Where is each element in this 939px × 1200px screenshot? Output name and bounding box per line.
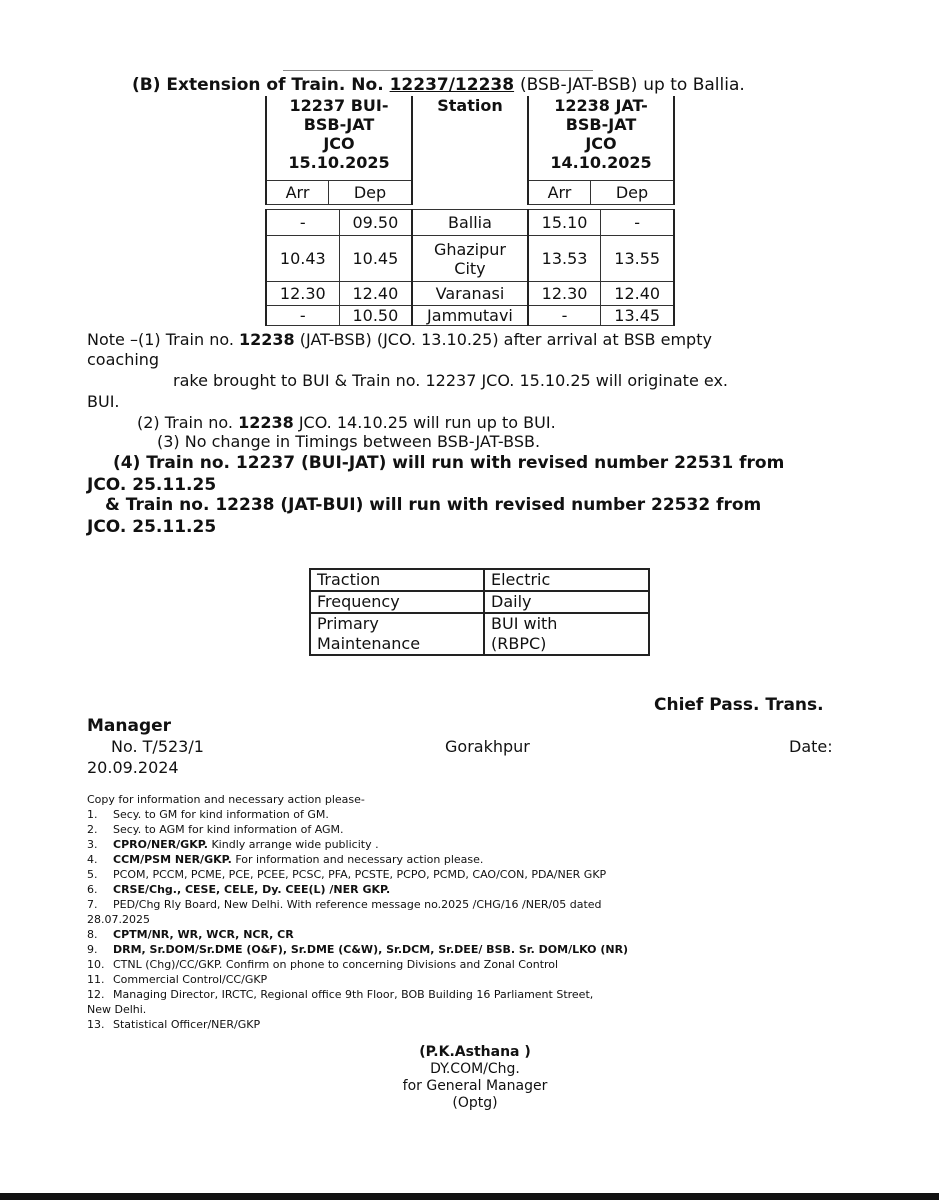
timetable-body [265,209,675,326]
table-row [310,569,649,591]
note-2-text: JCO. 14.10.25 will run up to BUI. [298,413,556,432]
list-item-text: PED/Chg Rly Board, New Delhi. With reference message no.2025 /CHG/16 /NER/05 dated [113,898,602,911]
list-item-text: New Delhi. [87,1003,147,1016]
list-item [87,837,628,852]
section-heading [132,75,745,95]
down-train-line3: JCO [323,134,355,153]
list-item-number: 8. [87,928,98,941]
cell-arr-up: 15.10 [528,210,601,236]
list-item-number: 1. [87,808,98,821]
list-item-text: Statistical Officer/NER/GKP [113,1018,261,1031]
list-item-number: 7. [87,898,98,911]
list-item [87,822,628,837]
note-1-line4: BUI. [87,392,120,411]
note-4-line2: JCO. 25.11.25 [87,475,217,495]
table-row [266,236,674,282]
cell-dep-down: 10.45 [339,236,412,282]
table-row [266,282,674,306]
list-item-emphasis: CPTM/NR, WR, WCR, NCR, CR [113,928,294,941]
date-value: 20.09.2024 [87,758,179,777]
traction-value: Electric [484,569,649,591]
maintenance-label [310,613,484,655]
service-details-table [309,568,650,656]
list-item-number: 5. [87,868,98,881]
table-row [266,210,674,236]
list-item-number: 12. [87,988,105,1001]
date-label: Date: [789,737,833,756]
up-train-line3: JCO [585,134,617,153]
cell-dep-up: 13.45 [601,306,674,326]
down-arr-header: Arr [266,180,329,204]
list-item-text: Secy. to GM for kind information of GM. [113,808,329,821]
table-row [266,306,674,326]
cell-dep-down: 10.50 [339,306,412,326]
scan-bottom-edge [0,1193,939,1200]
list-item [87,912,628,927]
cell-dep-down: 12.40 [339,282,412,306]
list-item [87,942,628,957]
note-2-train: 12238 [238,413,294,432]
maintenance-value [484,613,649,655]
list-item [87,972,628,987]
list-item-text: CTNL (Chg)/CC/GKP. Confirm on phone to concerning Divisions and Zonal Control [113,958,559,971]
heading-route: (BSB-JAT-BSB) [520,75,638,95]
note-1-text: (JAT-BSB) (JCO. 13.10.25) after arrival at BSB empty [299,330,712,349]
up-arr-header: Arr [528,180,591,204]
list-item-emphasis: CPRO/NER/GKP. [113,838,208,851]
list-item [87,867,628,882]
down-train-date: 15.10.2025 [288,153,390,172]
cell-arr-down: - [266,210,339,236]
frequency-label: Frequency [310,591,484,613]
note-4-line1: (4) Train no. 12237 (BUI-JAT) will run with revised number 22531 from [113,453,785,473]
up-train-line2: BSB-JAT [565,115,637,134]
down-dep-header: Dep [329,180,412,204]
note-1-line2: coaching [87,350,160,369]
list-item-number: 11. [87,973,105,986]
copy-distribution-list [87,792,628,1032]
traction-label: Traction [310,569,484,591]
up-train-date: 14.10.2025 [550,153,652,172]
list-item [87,957,628,972]
frequency-value: Daily [484,591,649,613]
chief-title: Chief Pass. Trans. [654,695,824,715]
cell-station: Jammutavi [412,306,528,326]
table-row [310,613,649,655]
list-item-number: 10. [87,958,105,971]
manager-title: Manager [87,716,172,736]
list-item [87,897,628,912]
table-row [310,591,649,613]
note-1-train: 12238 [239,330,295,349]
maintenance-label-line2: Maintenance [317,634,421,653]
heading-prefix: (B) Extension of Train. No. [132,75,384,95]
list-item [87,987,628,1002]
list-item [87,1017,628,1032]
note-1-line3: rake brought to BUI & Train no. 12237 JCO. 15.10.25 will originate ex. [173,371,728,390]
list-item-number: 9. [87,943,98,956]
copy-items [87,807,628,1032]
signature-block [380,1044,570,1112]
list-item-text: Kindly arrange wide publicity . [207,838,379,851]
cell-dep-up: - [601,210,674,236]
list-item [87,927,628,942]
heading-train-pair: 12237/12238 [389,75,515,95]
cell-arr-down: - [266,306,339,326]
timetable-header [265,96,675,205]
list-item-emphasis: CCM/PSM NER/GKP. [113,853,232,866]
note-2-lead: (2) Train no. [137,413,233,432]
list-item-number: 6. [87,883,98,896]
list-item-number: 3. [87,838,98,851]
list-item [87,807,628,822]
note-3: (3) No change in Timings between BSB-JAT-BSB. [157,432,541,451]
list-item-text: 28.07.2025 [87,913,150,926]
cell-arr-up: 13.53 [528,236,601,282]
cell-station: Ballia [412,210,528,236]
maintenance-label-line1: Primary [317,614,379,633]
cell-dep-up: 13.55 [601,236,674,282]
list-item-text: For information and necessary action please. [231,853,484,866]
place: Gorakhpur [445,737,530,756]
up-train-line1: 12238 JAT- [554,96,648,115]
list-item [87,882,628,897]
note-4-line4: JCO. 25.11.25 [87,517,217,537]
down-train-header [266,96,412,180]
down-train-line2: BSB-JAT [303,115,375,134]
list-item-emphasis: DRM, Sr.DOM/Sr.DME (O&F), Sr.DME (C&W), Sr.DCM, Sr.DEE/ BSB. Sr. DOM/LKO (NR) [113,943,629,956]
note-2 [137,413,556,433]
list-item-text: PCOM, PCCM, PCME, PCE, PCEE, PCSC, PFA, PCSTE, PCPO, PCMD, CAO/CON, PDA/NER GKP [113,868,607,881]
cell-dep-up: 12.40 [601,282,674,306]
station-line2: City [454,258,486,278]
signatory-for: for General Manager (Optg) [402,1078,548,1111]
heading-suffix: up to Ballia. [643,75,745,95]
cell-dep-down: 09.50 [339,210,412,236]
up-dep-header: Dep [590,180,674,204]
list-item-text: Managing Director, IRCTC, Regional office 9th Floor, BOB Building 16 Parliament Street, [113,988,594,1001]
list-item-number: 13. [87,1018,105,1031]
top-rule [283,70,593,71]
note-1-line1 [87,330,712,350]
list-item [87,852,628,867]
list-item-text: Secy. to AGM for kind information of AGM. [113,823,344,836]
station-line1: Ghazipur [433,239,506,259]
cell-station: Varanasi [412,282,528,306]
list-item-text: Commercial Control/CC/GKP [113,973,268,986]
note-1-lead: Note –(1) Train no. [87,330,234,349]
cell-arr-down: 10.43 [266,236,339,282]
maintenance-value-line1: BUI with [491,614,558,633]
note-4-line3: & Train no. 12238 (JAT-BUI) will run with revised number 22532 from [105,495,762,515]
down-train-line1: 12237 BUI- [289,96,389,115]
signatory-name: (P.K.Asthana ) [419,1044,531,1060]
up-train-header [528,96,674,180]
list-item-emphasis: CRSE/Chg., CESE, CELE, Dy. CEE(L) /NER GKP. [113,883,391,896]
reference-number: No. T/523/1 [111,737,204,756]
maintenance-value-line2: (RBPC) [491,634,547,653]
signatory-designation: DY.COM/Chg. [430,1061,520,1077]
copies-intro: Copy for information and necessary action please- [87,793,365,806]
list-item [87,1002,628,1017]
cell-station [412,236,528,282]
list-item-number: 2. [87,823,98,836]
station-header: Station [437,96,503,115]
cell-arr-up: 12.30 [528,282,601,306]
list-item-number: 4. [87,853,98,866]
cell-arr-up: - [528,306,601,326]
cell-arr-down: 12.30 [266,282,339,306]
